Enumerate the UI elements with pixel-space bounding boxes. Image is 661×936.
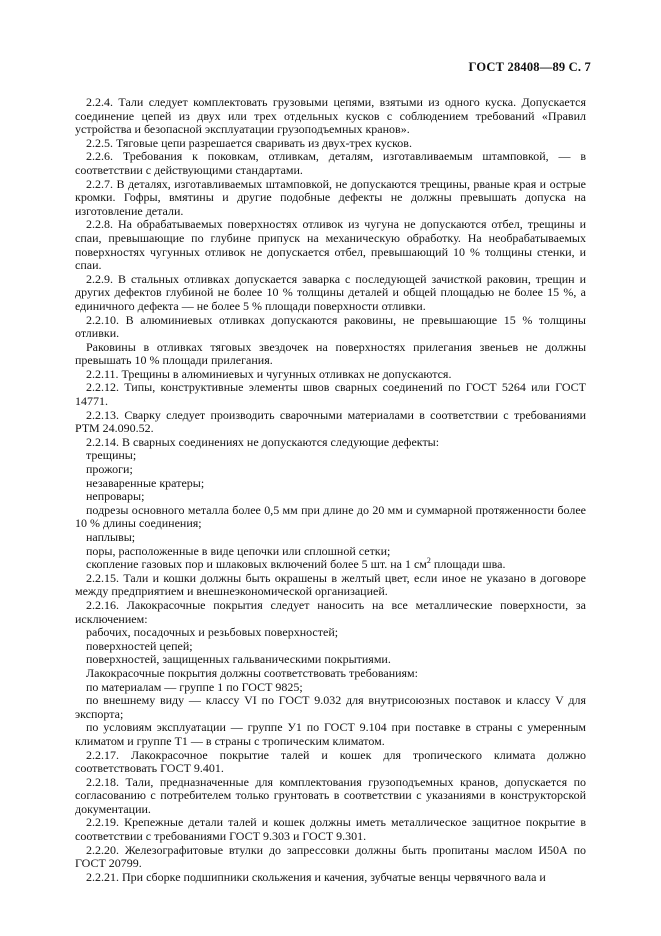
superscript: 2 (426, 556, 431, 566)
paragraph: трещины; (86, 448, 137, 463)
paragraph: 2.2.5. Тяговые цепи разрешается сваривать из двух-трех кусков. (86, 135, 412, 150)
paragraph: поверхностей, защищенных гальваническими покрытиями. (86, 652, 391, 667)
paragraph: рабочих, посадочных и резьбовых поверхностей; (86, 625, 339, 640)
paragraph (75, 558, 586, 572)
paragraph-text: скопление газовых пор и шлаковых включений более 5 шт. на 1 см (86, 557, 427, 572)
paragraph-text-tail: площади шва. (430, 557, 506, 572)
paragraph: непровары; (86, 489, 145, 504)
paragraph: 2.2.13. Сварку следует производить сварочными материалами в соответствии с требованиями РТМ 24.090.52. (75, 407, 586, 436)
paragraph: прожоги; (86, 462, 133, 477)
paragraph: поверхностей цепей; (86, 638, 193, 653)
page-header: ГОСТ 28408—89 С. 7 (468, 60, 591, 74)
paragraph: 2.2.10. В алюминиевых отливках допускаются раковины, не превышающие 15 % толщины отливки. (75, 312, 586, 341)
paragraph: 2.2.4. Тали следует комплектовать грузовыми цепями, взятыми из одного куска. Допускается соединение цепей из двух или трех отдельных кусков с соблюдением требований «Правил устройства и безопасной эксплуатации грузоподъемных кранов». (75, 95, 586, 137)
paragraph: наплывы; (86, 530, 136, 544)
paragraph: 2.2.8. На обрабатываемых поверхностях отливок из чугуна не допускаются отбел, трещины и спаи, превышающие по глубине припуск на механическую обработку. На необрабатываемых поверхностях чугунных отливок не допускается отбел, превышающий 10 % толщины стенки, и спаи. (75, 217, 586, 273)
paragraph: Раковины в отливках тяговых звездочек на поверхностях прилегания звеньев не должны превышать 10 % площади прилегания. (75, 339, 586, 368)
paragraph: 2.2.9. В стальных отливках допускается заварка с последующей зачисткой раковин, трещин и других дефектов глубиной не более 10 % толщины деталей и общей площадью не более 15 %, а единичного дефекта — не более 5 % площади поверхности отливки. (75, 271, 586, 313)
paragraph: по внешнему виду — классу VI по ГОСТ 9.032 для внутрисоюзных поставок и классу V для экспорта; (75, 693, 586, 721)
paragraph: по материалам — группе 1 по ГОСТ 9825; (86, 679, 303, 694)
paragraph: Лакокрасочные покрытия должны соответствовать требованиям: (86, 665, 418, 680)
paragraph: подрезы основного металла более 0,5 мм при длине до 20 мм и суммарной протяженности более 10 % длины соединения; (75, 502, 586, 531)
paragraph: 2.2.12. Типы, конструктивные элементы швов сварных соединений по ГОСТ 5264 или ГОСТ 14771. (75, 380, 586, 409)
paragraph: 2.2.7. В деталях, изготавливаемых штамповкой, не допускаются трещины, рваные края и острые кромки. Гофры, вмятины и другие подобные дефекты не должны превышать допуска на изготовление детали. (75, 176, 586, 218)
paragraph: 2.2.19. Крепежные детали талей и кошек должны иметь металлическое защитное покрытие в соответствии с требованиями ГОСТ 9.303 и ГОСТ 9.301. (75, 815, 586, 844)
document-body (75, 96, 586, 884)
paragraph: 2.2.11. Трещины в алюминиевых и чугунных отливках не допускаются. (86, 366, 452, 381)
paragraph: незаваренные кратеры; (86, 475, 205, 490)
paragraph: 2.2.14. В сварных соединениях не допускаются следующие дефекты: (86, 434, 440, 449)
paragraph: 2.2.6. Требования к поковкам, отливкам, деталям, изготавливаемым штамповкой, — в соответствии с действующими стандартами. (75, 149, 586, 177)
paragraph: 2.2.16. Лакокрасочные покрытия следует наносить на все металлические поверхности, за исключением: (75, 597, 586, 626)
paragraph: 2.2.21. При сборке подшипники скольжения и качения, зубчатые венцы червячного вала и (86, 869, 546, 884)
paragraph: поры, расположенные в виде цепочки или сплошной сетки; (86, 543, 391, 558)
paragraph: по условиям эксплуатации — группе У1 по ГОСТ 9.104 при поставке в страны с умеренным климатом и группе Т1 — в страны с тропическим климатом. (75, 720, 586, 748)
paragraph: 2.2.15. Тали и кошки должны быть окрашены в желтый цвет, если иное не указано в договоре между предприятием и внешнеэкономической организацией. (75, 570, 586, 599)
paragraph: 2.2.17. Лакокрасочное покрытие талей и кошек для тропического климата должно соответствовать ГОСТ 9.401. (75, 747, 586, 776)
paragraph: 2.2.18. Тали, предназначенные для комплектования грузоподъемных кранов, допускается по согласованию с потребителем только грунтовать в соответствии с указаниями в конструкторской документации. (75, 774, 586, 816)
paragraph: 2.2.20. Железографитовые втулки до запрессовки должны быть пропитаны маслом И50А по ГОСТ 20799. (75, 842, 586, 871)
